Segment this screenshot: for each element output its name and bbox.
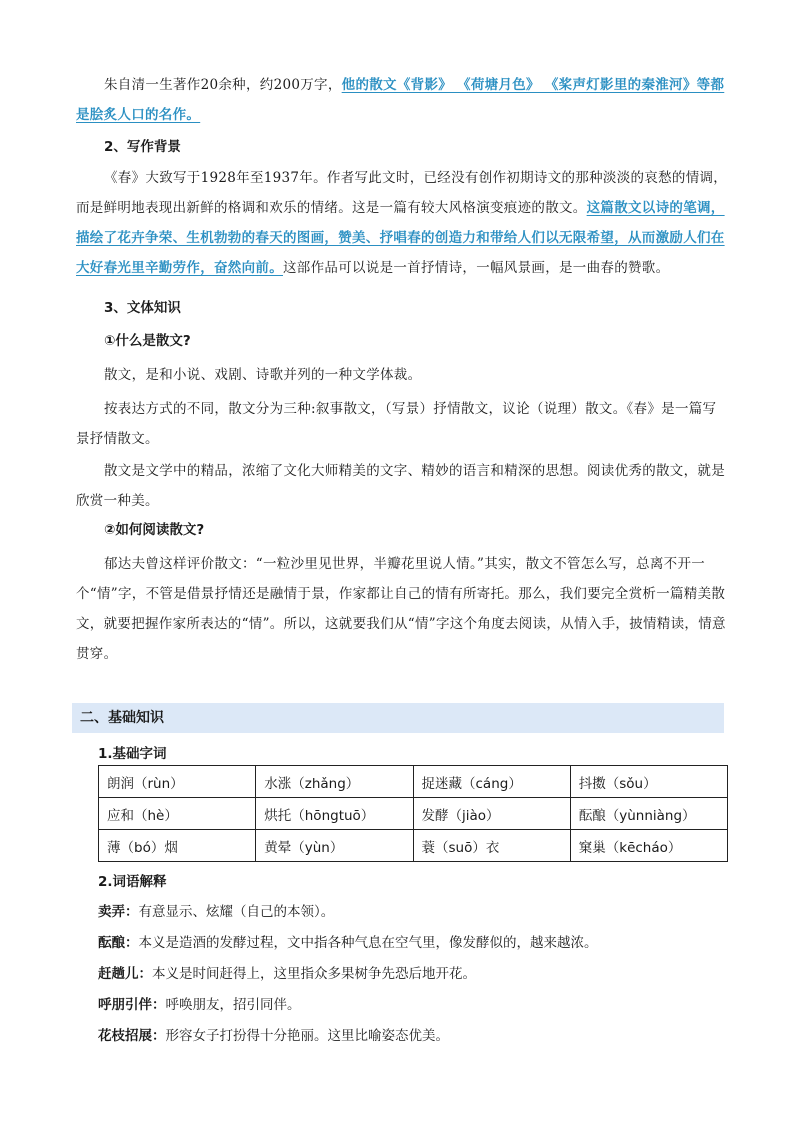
background-highlight: 这篇散文以诗的笔调，描绘了花卉争荣、生机勃勃的春天的图画，赞美、抒唱春的创造力和带给人们以无限希望，从而激励人们在大好春光里辛勤劳作，奋然向前。	[76, 200, 725, 276]
table-cell: 水涨（zhǎng）	[256, 766, 413, 798]
intro-highlight: 他的散文《背影》 《荷塘月色》 《桨声灯影里的秦淮河》等都是脍炙人口的名作。	[76, 77, 725, 123]
definition-item	[98, 931, 728, 951]
table-cell: 抖擞（sǒu）	[570, 766, 727, 798]
intro-text: 朱自清一生著作20余种，约200万字，	[104, 77, 342, 93]
table-cell: 朗润（rùn）	[99, 766, 256, 798]
background-heading: 2、写作背景	[104, 139, 181, 155]
table-row	[99, 798, 728, 830]
definition-item	[98, 900, 728, 920]
definition-item	[98, 1024, 728, 1044]
definition-term: 酝酿：	[98, 935, 139, 951]
definition-text: 本义是造酒的发酵过程，文中指各种气息在空气里，像发酵似的，越来越浓。	[138, 935, 598, 951]
section-title: 二、基础知识	[80, 710, 164, 726]
table-row	[99, 830, 728, 862]
genre-paragraph-4: 郁达夫曾这样评价散文：“一粒沙里见世界，半瓣花里说人情。”其实，散文不管怎么写，总离不开一个“情”字，不管是借景抒情还是融情于景，作家都让自己的情有所寄托。那么，我们要完全赏析一篇精美散文，就要把握作家所表达的“情”。所以，这就要我们从“情”字这个角度去阅读，从情入手，披情精读，情意贯穿。	[76, 556, 726, 662]
definition-term: 赶趟儿：	[98, 966, 152, 982]
genre-paragraph-3: 散文是文学中的精品，浓缩了文化大师精美的文字、精妙的语言和精深的思想。阅读优秀的散文，就是欣赏一种美。	[76, 463, 725, 509]
table-cell: 蓑（suō）衣	[413, 830, 570, 862]
genre-question-1: ①什么是散文?	[104, 333, 191, 349]
definition-text: 本义是时间赶得上，这里指众多果树争先恐后地开花。	[152, 966, 476, 982]
definition-term: 卖弄：	[98, 904, 139, 920]
definition-term: 呼朋引伴：	[98, 997, 166, 1013]
definition-text: 呼唤朋友，招引同伴。	[165, 997, 301, 1013]
genre-paragraph-2: 按表达方式的不同，散文分为三种:叙事散文，（写景）抒情散文，议论（说理）散文。《春》是一篇写景抒情散文。	[76, 401, 717, 447]
definitions-subheading: 2.词语解释	[98, 874, 167, 890]
vocabulary-table	[98, 765, 728, 862]
definition-term: 花枝招展：	[98, 1028, 166, 1044]
definition-text: 形容女子打扮得十分艳丽。这里比喻姿态优美。	[165, 1028, 449, 1044]
definition-item	[98, 962, 728, 982]
definition-item	[98, 993, 728, 1013]
background-paragraph	[76, 163, 728, 283]
table-cell: 烘托（hōngtuō）	[256, 798, 413, 830]
background-text: 《春》大致写于1928年至1937年。作者写此文时，已经没有创作初期诗文的那种淡淡的哀愁的情调，而是鲜明地表现出新鲜的格调和欢乐的情绪。这是一篇有较大风格演变痕迹的散文。	[76, 170, 728, 216]
genre-heading: 3、文体知识	[104, 300, 181, 316]
table-cell: 窠巢（kēcháo）	[570, 830, 727, 862]
table-cell: 捉迷藏（cáng）	[413, 766, 570, 798]
table-cell: 薄（bó）烟	[99, 830, 256, 862]
intro-paragraph	[76, 70, 728, 130]
section-header-bar	[72, 703, 724, 733]
definition-text: 有意显示、炫耀（自己的本领）。	[138, 904, 335, 920]
table-cell: 酝酿（yùnniàng）	[570, 798, 727, 830]
words-subheading: 1.基础字词	[98, 746, 167, 762]
table-cell: 应和（hè）	[99, 798, 256, 830]
genre-paragraph-1: 散文，是和小说、戏剧、诗歌并列的一种文学体裁。	[104, 367, 422, 383]
genre-question-2: ②如何阅读散文?	[104, 522, 205, 538]
table-cell: 发酵（jiào）	[413, 798, 570, 830]
table-cell: 黄晕（yùn）	[256, 830, 413, 862]
background-text-end: 这部作品可以说是一首抒情诗，一幅风景画，是一曲春的赞歌。	[283, 260, 670, 276]
table-row	[99, 766, 728, 798]
